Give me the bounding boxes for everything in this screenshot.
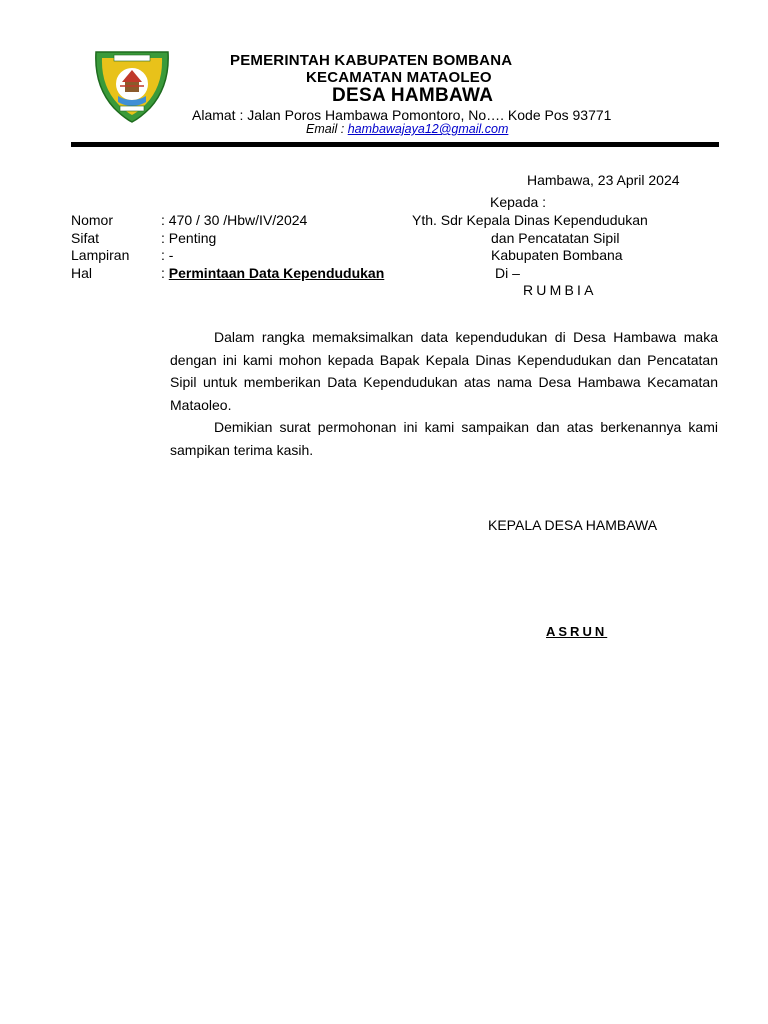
district-title: KECAMATAN MATAOLEO [306,69,492,86]
recipient-line-1: Yth. Sdr Kepala Dinas Kependudukan [412,212,648,228]
signature-title: KEPALA DESA HAMBAWA [488,517,658,533]
email-label: Email : [306,122,348,136]
letterhead-divider [71,142,719,147]
field-label-nomor: Nomor [71,212,114,228]
village-title: DESA HAMBAWA [332,85,494,106]
letter-date: Hambawa, 23 April 2024 [527,172,680,188]
signature-name: ASRUN [546,624,608,639]
field-label-lampiran: Lampiran [71,247,130,263]
email-line [306,122,508,136]
body-paragraph-2: Demikian surat permohonan ini kami sampaikan dan atas berkenannya kami sampikan terima kasih. [170,419,718,458]
letter-body [170,326,718,461]
kabupaten-bombana-emblem-icon [90,46,174,124]
recipient-city: RUMBIA [523,282,597,298]
email-link[interactable]: hambawajaya12@gmail.com [347,122,509,136]
field-label-sifat: Sifat [71,230,100,246]
field-label-hal: Hal [71,265,93,281]
field-value-nomor: : 470 / 30 /Hbw/IV/2024 [161,212,308,228]
kepada-label: Kepada : [490,194,547,210]
field-value-sifat: : Penting [161,230,217,246]
government-title: PEMERINTAH KABUPATEN BOMBANA [230,52,513,69]
field-value-lampiran: : - [161,247,174,263]
field-value-hal [161,265,384,281]
body-paragraph-1: Dalam rangka memaksimalkan data kependudukan di Desa Hambawa maka dengan ini kami mohon kepada Bapak Kepala Dinas Kependudukan dan Pencatatan Sipil untuk memberikan Data Kependudukan atas nama Desa Hambawa Kecamatan Mataoleo. [170,329,718,413]
hal-subject: Permintaan Data Kependudukan [168,265,385,281]
recipient-line-3: Kabupaten Bombana [491,247,623,263]
address-line: Alamat : Jalan Poros Hambawa Pomontoro, No…. Kode Pos 93771 [192,107,612,123]
hal-prefix: : [161,265,169,281]
recipient-line-2: dan Pencatatan Sipil [491,230,620,246]
recipient-line-4: Di – [495,265,520,281]
